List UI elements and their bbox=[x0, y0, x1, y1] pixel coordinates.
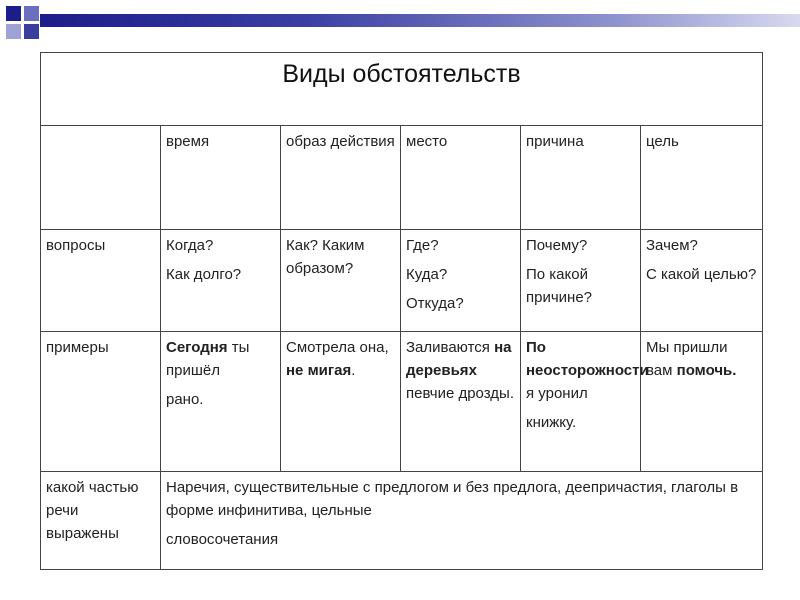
example-text: певчие дрозды. bbox=[406, 384, 514, 402]
example-manner bbox=[281, 331, 401, 472]
example-cause bbox=[521, 331, 649, 472]
parts-of-speech-text bbox=[161, 472, 763, 570]
example-text: . bbox=[351, 361, 356, 379]
questions-label: вопросы bbox=[41, 229, 161, 331]
parts-of-speech-line: словосочетания bbox=[166, 531, 279, 549]
decoration-square bbox=[24, 24, 39, 39]
question-text: По какой причине? bbox=[526, 265, 593, 306]
question-text: Как долго? bbox=[166, 265, 242, 283]
example-text: Мы пришли вам bbox=[646, 338, 728, 379]
table-title: Виды обстоятельств bbox=[41, 53, 763, 126]
header-cell-empty bbox=[41, 125, 161, 229]
questions-cause bbox=[521, 229, 641, 331]
questions-manner: Как? Каким образом? bbox=[281, 229, 401, 331]
header-cell-time: время bbox=[161, 125, 281, 229]
header-cell-cause: причина bbox=[521, 125, 641, 229]
decoration-square bbox=[6, 6, 21, 21]
example-text: Смотрела она, bbox=[286, 338, 389, 356]
example-place bbox=[401, 331, 521, 472]
example-time bbox=[161, 331, 281, 472]
title-row bbox=[41, 53, 763, 126]
example-text: ты пришёл bbox=[166, 338, 250, 379]
decoration-square bbox=[24, 6, 39, 21]
header-decoration-band bbox=[40, 14, 800, 27]
parts-of-speech-row bbox=[41, 472, 763, 570]
question-text: Зачем? bbox=[646, 236, 698, 254]
header-cell-purpose: цель bbox=[641, 125, 763, 229]
example-text: рано. bbox=[166, 390, 204, 408]
header-cell-place: место bbox=[401, 125, 521, 229]
example-adverbial: Сегодня bbox=[166, 338, 228, 356]
example-adverbial: помочь. bbox=[676, 361, 737, 379]
examples-row bbox=[41, 331, 763, 472]
question-text: Почему? bbox=[526, 236, 588, 254]
example-text: я уронил bbox=[526, 384, 588, 402]
parts-of-speech-label: какой частью речи выражены bbox=[41, 472, 161, 570]
example-adverbial: на деревьях bbox=[406, 338, 512, 379]
question-text: Когда? bbox=[166, 236, 214, 254]
example-adverbial: не мигая bbox=[286, 361, 352, 379]
questions-row bbox=[41, 229, 763, 331]
example-text: книжку. bbox=[526, 413, 577, 431]
decoration-square bbox=[6, 24, 21, 39]
question-text: Откуда? bbox=[406, 294, 464, 312]
questions-purpose bbox=[641, 229, 763, 331]
example-text: Заливаются bbox=[406, 338, 490, 356]
question-text: С какой целью? bbox=[646, 265, 757, 283]
questions-place bbox=[401, 229, 521, 331]
header-cell-manner: образ действия bbox=[281, 125, 401, 229]
question-text: Где? bbox=[406, 236, 439, 254]
questions-time bbox=[161, 229, 281, 331]
parts-of-speech-line: Наречия, существительные с предлогом и без предлога, деепричастия, глаголы в форме инфинитива, цельные bbox=[166, 479, 739, 520]
examples-label: примеры bbox=[41, 331, 161, 472]
example-adverbial: По неосторожности bbox=[526, 338, 649, 379]
question-text: Куда? bbox=[406, 265, 448, 283]
example-purpose bbox=[641, 331, 763, 472]
header-row bbox=[41, 125, 763, 229]
adverbial-types-table bbox=[40, 52, 763, 570]
